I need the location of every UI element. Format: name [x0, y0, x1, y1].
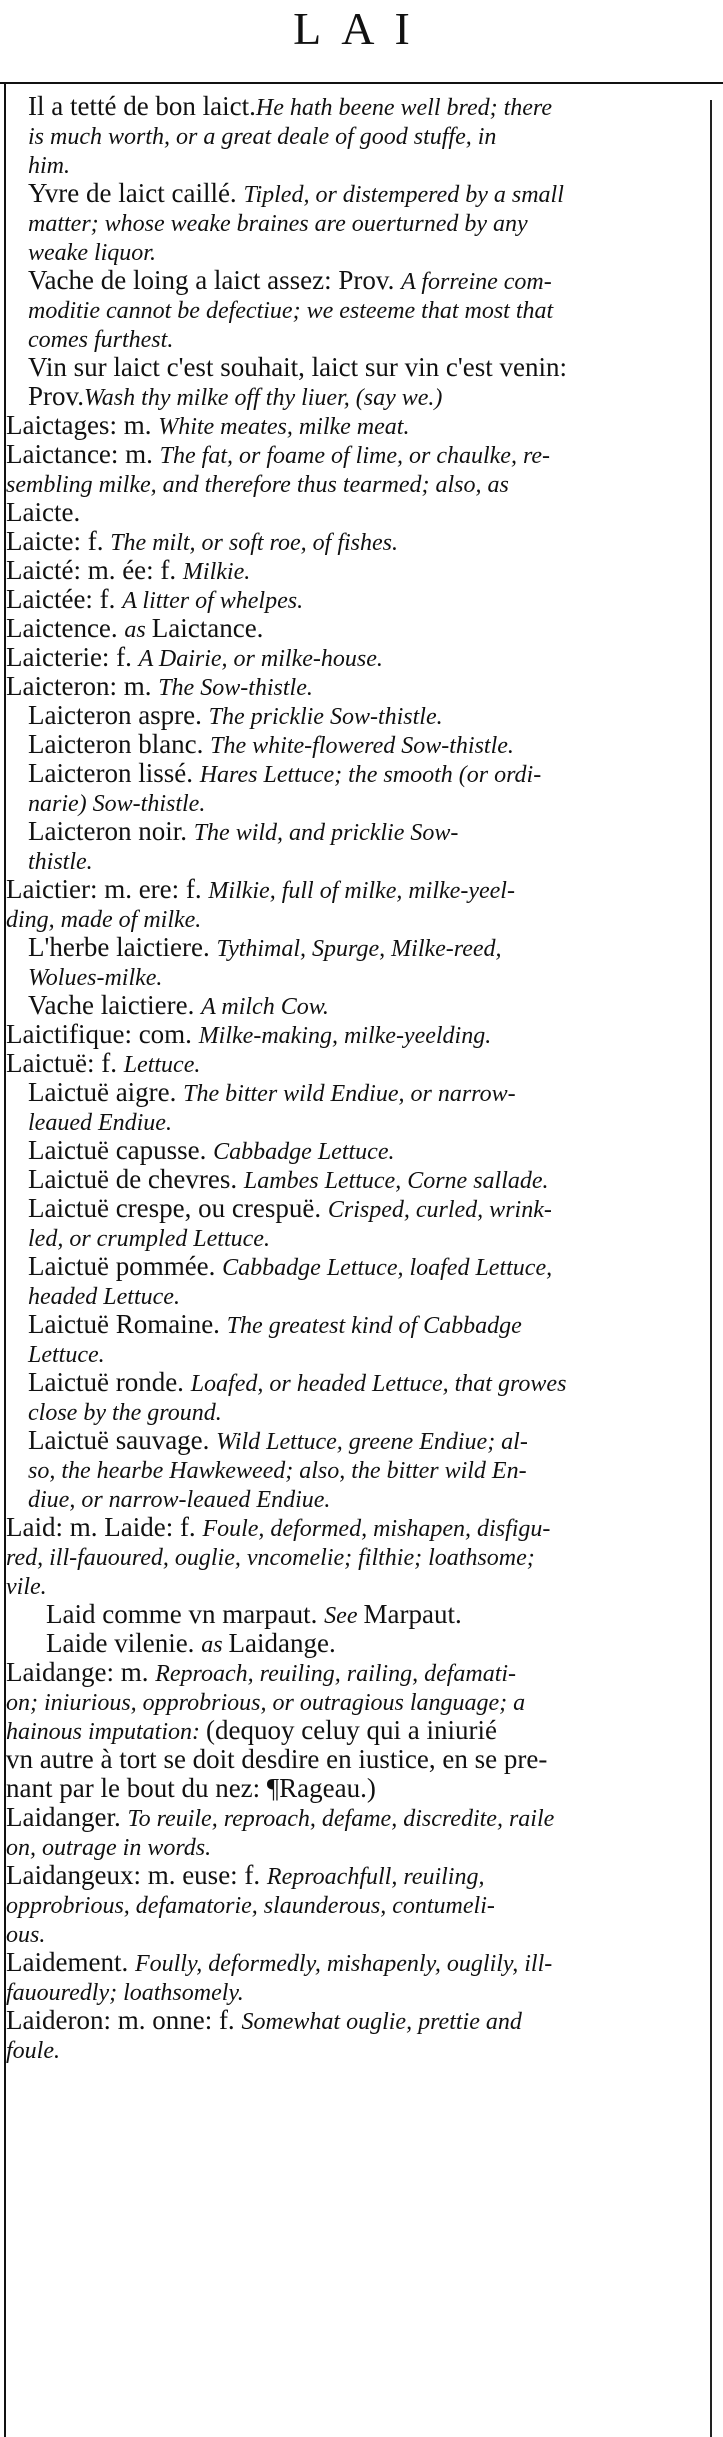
entry-line: [28, 1426, 700, 1455]
entry-line: [28, 353, 700, 382]
dictionary-entry: [0, 701, 700, 730]
entry-line: [28, 759, 700, 788]
dictionary-entry: [0, 672, 700, 701]
entry-line: [6, 556, 700, 585]
entry-line: [28, 382, 700, 411]
dictionary-entry: [0, 1658, 700, 1803]
entry-line: [6, 1832, 700, 1861]
dictionary-entry: [0, 92, 700, 179]
headword-text: Laicteron blanc.: [28, 729, 211, 759]
headword-text: Laicterie: f.: [6, 642, 139, 672]
gloss-text: led, or crumpled Lettuce.: [28, 1226, 270, 1252]
headword-text: Prov.: [28, 381, 85, 411]
dictionary-entry: [0, 1861, 700, 1948]
entry-line: [28, 1165, 700, 1194]
entry-line: [28, 1310, 700, 1339]
gloss-text: A forreine com-: [401, 269, 552, 295]
gloss-text: as: [124, 617, 152, 643]
entry-line: [6, 498, 700, 527]
gloss-text: is much worth, or a great deale of good stuffe, in: [28, 124, 497, 150]
entry-line: [28, 92, 700, 121]
headword-text: Laictuë Romaine.: [28, 1309, 227, 1339]
entry-line: [28, 788, 700, 817]
gloss-text: Wild Lettuce, greene Endiue; al-: [216, 1429, 528, 1455]
entry-line: [28, 1368, 700, 1397]
headword-text: Laictier: m. ere: f.: [6, 874, 209, 904]
dictionary-entry: [0, 875, 700, 933]
headword-text: Laictuë capusse.: [28, 1135, 214, 1165]
dictionary-entry: [0, 817, 700, 875]
gloss-text: The pricklie Sow-thistle.: [208, 704, 443, 730]
entry-line: [6, 1020, 700, 1049]
entry-line: [6, 1977, 700, 2006]
dictionary-entry: [0, 1948, 700, 2006]
headword-text: Laictence.: [6, 613, 125, 643]
dictionary-entry: [0, 759, 700, 817]
gloss-text: fauouredly; loathsomely.: [6, 1980, 244, 2006]
headword-text: Laicte.: [6, 497, 81, 527]
gloss-text: A milch Cow.: [201, 994, 329, 1020]
headword-text: Laictuë crespe, ou crespuë.: [28, 1193, 328, 1223]
gloss-text: The white-flowered Sow-thistle.: [210, 733, 514, 759]
headword-text: Laictages: m.: [6, 410, 159, 440]
dictionary-entry: [0, 614, 700, 643]
headword-text: Laictée: f.: [6, 584, 123, 614]
dictionary-entry: [0, 730, 700, 759]
entry-line: [28, 1339, 700, 1368]
gloss-text: Tipled, or distempered by a small: [243, 182, 564, 208]
gloss-text: ding, made of milke.: [6, 907, 202, 933]
gloss-text: as: [201, 1632, 229, 1658]
entry-line: [46, 1600, 700, 1629]
entry-line: [6, 1919, 700, 1948]
entry-line: [6, 643, 700, 672]
gloss-text: narie) Sow-thistle.: [28, 791, 206, 817]
dictionary-entry: [0, 1194, 700, 1252]
gloss-text: Lettuce.: [123, 1052, 201, 1078]
gloss-text: weake liquor.: [28, 240, 156, 266]
gloss-text: Cabbadge Lettuce.: [213, 1139, 395, 1165]
dictionary-entry: [0, 179, 700, 266]
entry-line: [6, 1658, 700, 1687]
entry-line: [6, 1948, 700, 1977]
gloss-text: The wild, and pricklie Sow-: [193, 820, 459, 846]
entry-line: [6, 875, 700, 904]
dictionary-entry: [0, 527, 700, 556]
headword-text: Yvre de laict caillé.: [28, 178, 244, 208]
headword-text: Vache laictiere.: [28, 990, 202, 1020]
entry-line: [6, 1542, 700, 1571]
headword-text: Laictance: m.: [6, 439, 160, 469]
headword-text: Laidangeux: m. euse: f.: [6, 1860, 267, 1890]
headword-text: Laideron: m. onne: f.: [6, 2005, 242, 2035]
dictionary-entry: [0, 1078, 700, 1136]
headword-text: Vin sur laict c'est souhait, laict sur vin c'est venin:: [28, 352, 567, 382]
headword-text: Laid: m. Laide: f.: [6, 1512, 203, 1542]
gloss-text: Milkie.: [182, 559, 251, 585]
headword-text: Laidange.: [228, 1628, 336, 1658]
gloss-text: on, outrage in words.: [6, 1835, 212, 1861]
entry-line: [6, 1774, 700, 1803]
headword-text: Laidanger.: [6, 1802, 128, 1832]
dictionary-entry: [0, 1803, 700, 1861]
gloss-text: The milt, or soft roe, of fishes.: [110, 530, 398, 556]
entry-line: [28, 1107, 700, 1136]
entry-line: [28, 179, 700, 208]
gloss-text: Hares Lettuce; the smooth (or ordi-: [199, 762, 542, 788]
entry-line: [28, 121, 700, 150]
gloss-text: moditie cannot be defectiue; we esteeme that most that: [28, 298, 554, 324]
entry-line: [6, 1745, 700, 1774]
gloss-text: comes furthest.: [28, 327, 174, 353]
entry-line: [6, 527, 700, 556]
headword-text: Laidange: m.: [6, 1657, 156, 1687]
entry-line: [28, 1136, 700, 1165]
entry-line: [6, 585, 700, 614]
headword-text: Laictifique: com.: [6, 1019, 199, 1049]
headword-text: Laide vilenie.: [46, 1628, 202, 1658]
gloss-text: Somewhat ouglie, prettie and: [241, 2009, 522, 2035]
gloss-text: Milke-making, milke-yeelding.: [198, 1023, 492, 1049]
dictionary-entry: [0, 585, 700, 614]
entry-line: [6, 2035, 700, 2064]
headword-text: vn autre à tort se doit desdire en iustice, en se pre-: [6, 1744, 548, 1774]
dictionary-entry: [0, 1426, 700, 1513]
gloss-text: The greatest kind of Cabbadge: [226, 1313, 522, 1339]
dictionary-entry: [0, 1310, 700, 1368]
entry-line: [28, 962, 700, 991]
gloss-text: thistle.: [28, 849, 93, 875]
gloss-text: See: [324, 1603, 364, 1629]
gloss-text: red, ill-fauoured, ouglie, vncomelie; filthie; loathsome;: [6, 1545, 535, 1571]
headword-text: Vache de loing a laict assez: Prov.: [28, 265, 402, 295]
headword-text: Laictance.: [151, 613, 264, 643]
entry-line: [28, 730, 700, 759]
entry-line: [28, 1484, 700, 1513]
entry-line: [6, 469, 700, 498]
dictionary-entry: [0, 353, 700, 411]
entry-line: [6, 1861, 700, 1890]
gloss-text: Lambes Lettuce, Corne sallade.: [243, 1168, 549, 1194]
entry-line: [28, 1078, 700, 1107]
gloss-text: diue, or narrow-leaued Endiue.: [28, 1487, 331, 1513]
entry-line: [28, 1252, 700, 1281]
entry-line: [28, 817, 700, 846]
headword-text: Laicteron: m.: [6, 671, 159, 701]
entry-line: [6, 672, 700, 701]
gloss-text: sembling milke, and therefore thus tearmed; also, as: [6, 472, 509, 498]
entry-line: [28, 150, 700, 179]
entry-line: [28, 846, 700, 875]
dictionary-entry: [0, 1600, 700, 1629]
gloss-text: Reproach, reuiling, railing, defamati-: [155, 1661, 517, 1687]
headword-text: nant par le bout du nez: ¶Rageau.): [6, 1773, 376, 1803]
entry-list: [0, 92, 700, 2064]
entry-line: [28, 208, 700, 237]
dictionary-entry: [0, 556, 700, 585]
gloss-text: A Dairie, or milke-house.: [138, 646, 383, 672]
gloss-text: Crisped, curled, wrink-: [327, 1197, 552, 1223]
dictionary-entry: [0, 1049, 700, 1078]
headword-text: Laictuë ronde.: [28, 1367, 191, 1397]
right-margin-rule: [710, 100, 712, 2437]
gloss-text: Wolues-milke.: [28, 965, 163, 991]
entry-line: [6, 1803, 700, 1832]
headword-text: Il a tetté de bon laict.: [28, 91, 256, 121]
entry-line: [6, 2006, 700, 2035]
gloss-text: White meates, milke meat.: [158, 414, 410, 440]
headword-text: Laictuë aigre.: [28, 1077, 184, 1107]
gloss-text: Tythimal, Spurge, Milke-reed,: [216, 936, 502, 962]
gloss-text: opprobrious, defamatorie, slaunderous, contumeli-: [6, 1893, 495, 1919]
entry-line: [28, 266, 700, 295]
gloss-text: Wash thy milke off thy liuer, (say we.): [84, 385, 443, 411]
gloss-text: The fat, or foame of lime, or chaulke, re-: [159, 443, 551, 469]
entry-line: [28, 324, 700, 353]
entry-line: [28, 701, 700, 730]
headword-text: Laictuë sauvage.: [28, 1425, 217, 1455]
dictionary-entry: [0, 2006, 700, 2064]
dictionary-entry: [0, 411, 700, 440]
entry-line: [6, 904, 700, 933]
gloss-text: ous.: [6, 1922, 46, 1948]
gloss-text: The bitter wild Endiue, or narrow-: [183, 1081, 516, 1107]
headword-text: Laid comme vn marpaut.: [46, 1599, 325, 1629]
header-rule: [0, 82, 723, 84]
entry-line: [28, 1455, 700, 1484]
dictionary-entry: [0, 440, 700, 527]
entry-line: [46, 1629, 700, 1658]
dictionary-entry: [0, 1368, 700, 1426]
entry-line: [28, 1223, 700, 1252]
entry-line: [28, 1281, 700, 1310]
headword-text: Laicteron lissé.: [28, 758, 200, 788]
entry-line: [6, 1513, 700, 1542]
dictionary-entry: [0, 1252, 700, 1310]
entry-line: [28, 295, 700, 324]
headword-text: Laictuë pommée.: [28, 1251, 223, 1281]
gloss-text: on; iniurious, opprobrious, or outragious language; a: [6, 1690, 526, 1716]
gloss-text: Lettuce.: [28, 1342, 105, 1368]
gloss-text: The Sow-thistle.: [158, 675, 313, 701]
entry-line: [6, 440, 700, 469]
gloss-text: headed Lettuce.: [28, 1284, 180, 1310]
gloss-text: vile.: [6, 1574, 47, 1600]
entry-line: [28, 1194, 700, 1223]
dictionary-entry: [0, 933, 700, 991]
entry-line: [6, 1890, 700, 1919]
gloss-text: so, the hearbe Hawkeweed; also, the bitter wild En-: [28, 1458, 527, 1484]
entry-line: [28, 237, 700, 266]
gloss-text: Milkie, full of milke, milke-yeel-: [208, 878, 515, 904]
gloss-text: hainous imputation:: [6, 1719, 207, 1745]
headword-text: Laictuë: f.: [6, 1048, 124, 1078]
headword-text: Marpaut.: [363, 1599, 462, 1629]
entry-line: [6, 1571, 700, 1600]
gloss-text: Loafed, or headed Lettuce, that growes: [190, 1371, 567, 1397]
gloss-text: Foule, deformed, mishapen, disfigu-: [202, 1516, 551, 1542]
headword-text: (dequoy celuy qui a iniurié: [206, 1715, 497, 1745]
entry-line: [28, 991, 700, 1020]
dictionary-entry: [0, 266, 700, 353]
entry-line: [6, 411, 700, 440]
headword-text: Laicté: m. ée: f.: [6, 555, 183, 585]
gloss-text: Reproachfull, reuiling,: [266, 1864, 485, 1890]
entry-line: [28, 933, 700, 962]
headword-text: Laicteron aspre.: [28, 700, 209, 730]
running-head: LAI: [293, 3, 430, 54]
dictionary-entry: [0, 1629, 700, 1658]
dictionary-entry: [0, 1513, 700, 1600]
gloss-text: A litter of whelpes.: [122, 588, 304, 614]
headword-text: Laicte: f.: [6, 526, 111, 556]
headword-text: Laidement.: [6, 1947, 135, 1977]
entry-line: [6, 1716, 700, 1745]
gloss-text: foule.: [6, 2038, 60, 2064]
gloss-text: matter; whose weake braines are ouerturned by any: [28, 211, 528, 237]
entry-line: [28, 1397, 700, 1426]
entry-line: [6, 614, 700, 643]
gloss-text: leaued Endiue.: [28, 1110, 172, 1136]
gloss-text: close by the ground.: [28, 1400, 222, 1426]
entry-line: [6, 1049, 700, 1078]
gloss-text: him.: [28, 153, 70, 179]
gloss-text: Foully, deformedly, mishapenly, ouglily, ill-: [134, 1951, 553, 1977]
headword-text: Laicteron noir.: [28, 816, 194, 846]
dictionary-entry: [0, 1165, 700, 1194]
dictionary-entry: [0, 1136, 700, 1165]
dictionary-entry: [0, 643, 700, 672]
headword-text: L'herbe laictiere.: [28, 932, 217, 962]
headword-text: Laictuë de chevres.: [28, 1164, 244, 1194]
dictionary-entry: [0, 1020, 700, 1049]
gloss-text: Cabbadge Lettuce, loafed Lettuce,: [222, 1255, 553, 1281]
gloss-text: To reuile, reproach, defame, discredite, raile: [127, 1806, 555, 1832]
gloss-text: He hath beene well bred; there: [255, 95, 553, 121]
dictionary-entry: [0, 991, 700, 1020]
entry-line: [6, 1687, 700, 1716]
